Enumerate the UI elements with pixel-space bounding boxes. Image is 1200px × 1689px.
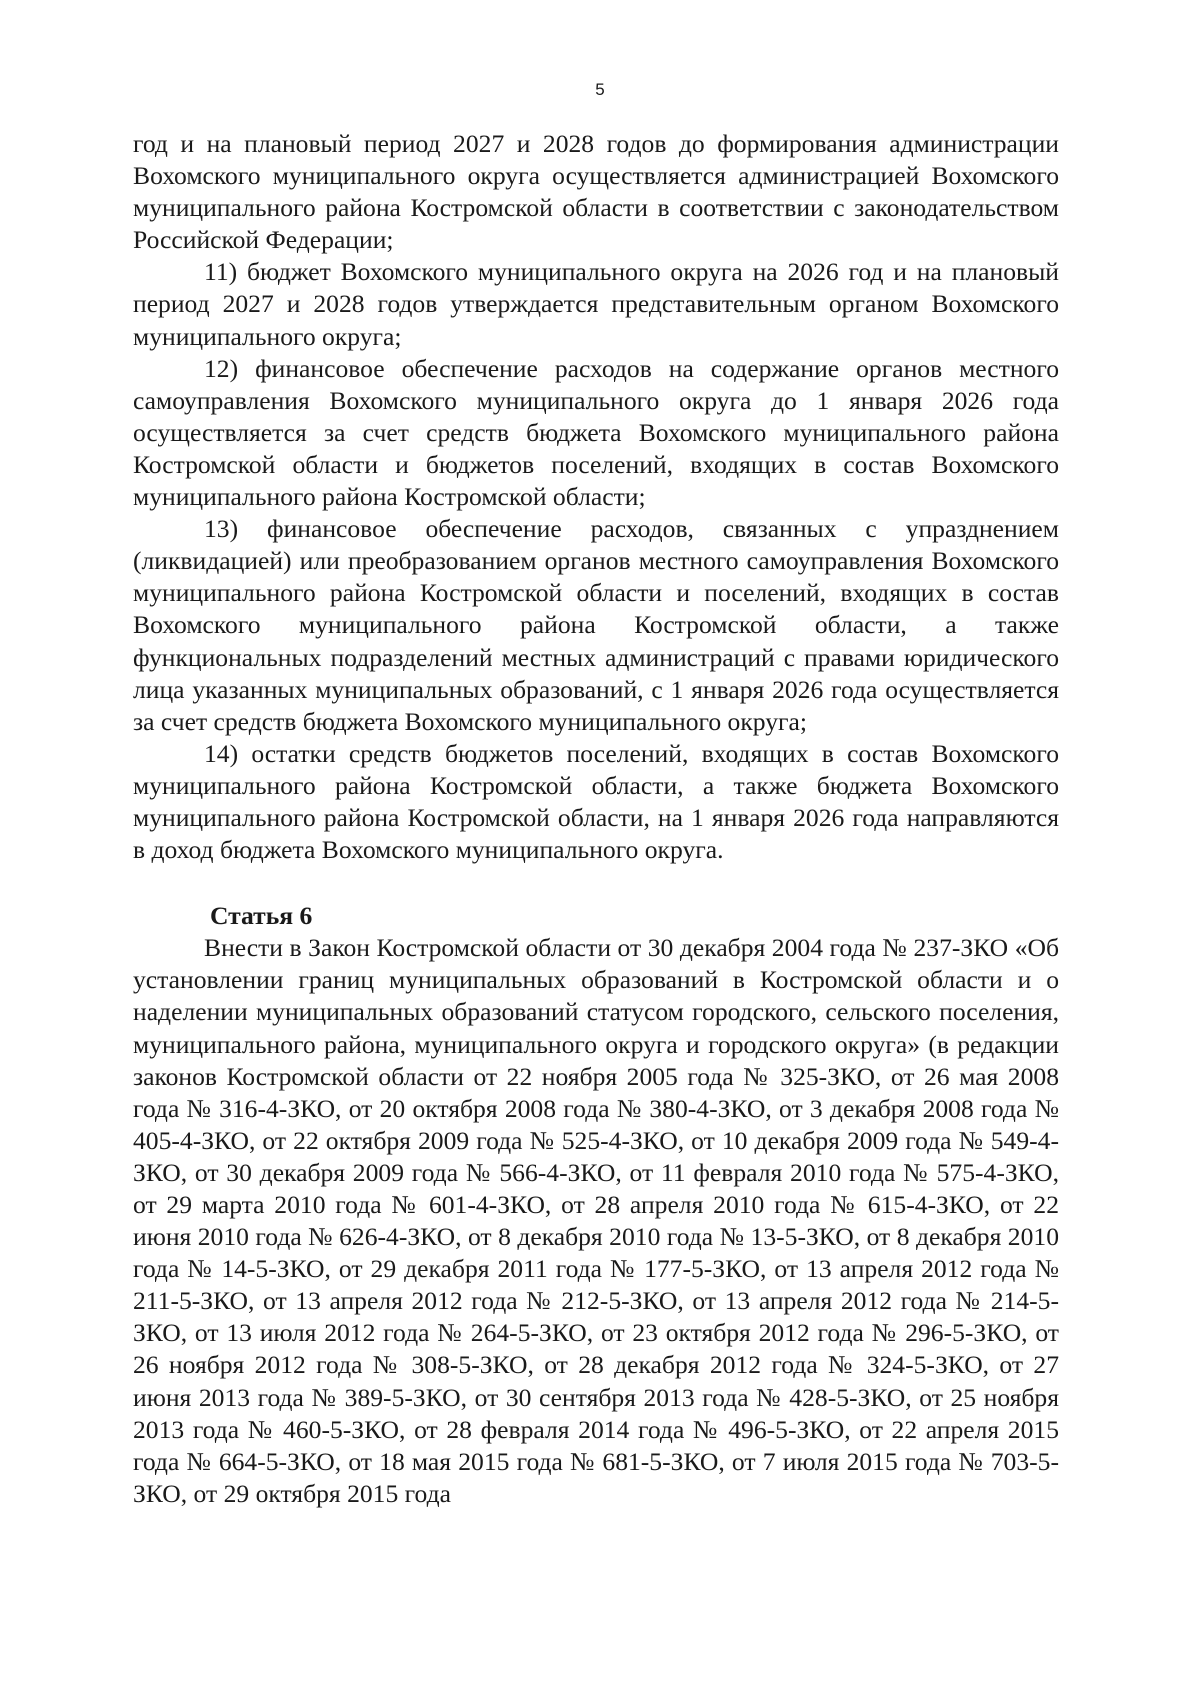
paragraph-item-13: 13) финансовое обеспечение расходов, связанных с упразднением (ликвидацией) или преобразованием органов местного самоуправления Вохомского муниципального района Костромской области и поселений, входящих в состав Вохомского муниципального района Костромской области, а также функциональных подразделений местных администраций с правами юридического лица указанных муниципальных образований, с 1 января 2026 года осуществляется за счет средств бюджета Вохомского муниципального округа; — [133, 514, 1059, 736]
document-body — [133, 128, 1059, 1510]
paragraph-item-12: 12) финансовое обеспечение расходов на содержание органов местного самоуправления Вохомского муниципального округа до 1 января 2026 года осуществляется за счет средств бюджета Вохомского муниципального района Костромской области и бюджетов поселений, входящих в состав Вохомского муниципального района Костромской области; — [133, 353, 1059, 512]
article-heading: Статья 6 — [210, 901, 313, 931]
paragraph-continuation: год и на плановый период 2027 и 2028 годов до формирования администрации Вохомского муниципального округа осуществляется администрацией Вохомского муниципального района Костромской области в соответствии с законодательством Российской Федерации; — [133, 129, 1059, 255]
page-number: 5 — [595, 80, 605, 99]
article-text: Внести в Закон Костромской области от 30 декабря 2004 года № 237-ЗКО «Об установлении границ муниципальных образований в Костромской области и о наделении муниципальных образований статусом городского, сельского поселения, муниципального района, муниципального округа и городского округа» (в редакции законов Костромской области от 22 ноября 2005 года № 325-ЗКО, от 26 мая 2008 года № 316-4-ЗКО, от 20 октября 2008 года № 380-4-ЗКО, от 3 декабря 2008 года № 405-4-ЗКО, от 22 октября 2009 года № 525-4-ЗКО, от 10 декабря 2009 года № 549-4-ЗКО, от 30 декабря 2009 года № 566-4-ЗКО, от 11 февраля 2010 года № 575-4-ЗКО, от 29 марта 2010 года № 601-4-ЗКО, от 28 апреля 2010 года № 615-4-ЗКО, от 22 июня 2010 года № 626-4-ЗКО, от 8 декабря 2010 года № 13-5-ЗКО, от 8 декабря 2010 года № 14-5-ЗКО, от 29 декабря 2011 года № 177-5-ЗКО, от 13 апреля 2012 года № 211-5-ЗКО, от 13 апреля 2012 года № 212-5-ЗКО, от 13 апреля 2012 года № 214-5-ЗКО, от 13 июля 2012 года № 264-5-ЗКО, от 23 октября 2012 года № 296-5-ЗКО, от 26 ноября 2012 года № 308-5-ЗКО, от 28 декабря 2012 года № 324-5-ЗКО, от 27 июня 2013 года № 389-5-ЗКО, от 30 сентября 2013 года № 428-5-ЗКО, от 25 ноября 2013 года № 460-5-ЗКО, от 28 февраля 2014 года № 496-5-ЗКО, от 22 апреля 2015 года № 664-5-ЗКО, от 18 мая 2015 года № 681-5-ЗКО, от 7 июля 2015 года № 703-5-ЗКО, от 29 октября 2015 года — [133, 933, 1059, 1508]
paragraph-item-14: 14) остатки средств бюджетов поселений, входящих в состав Вохомского муниципального района Костромской области, а также бюджета Вохомского муниципального района Костромской области, на 1 января 2026 года направляются в доход бюджета Вохомского муниципального округа. — [133, 738, 1059, 865]
paragraph-item-11: 11) бюджет Вохомского муниципального округа на 2026 год и на плановый период 2027 и 2028 годов утверждается представительным органом Вохомского муниципального округа; — [133, 257, 1059, 351]
